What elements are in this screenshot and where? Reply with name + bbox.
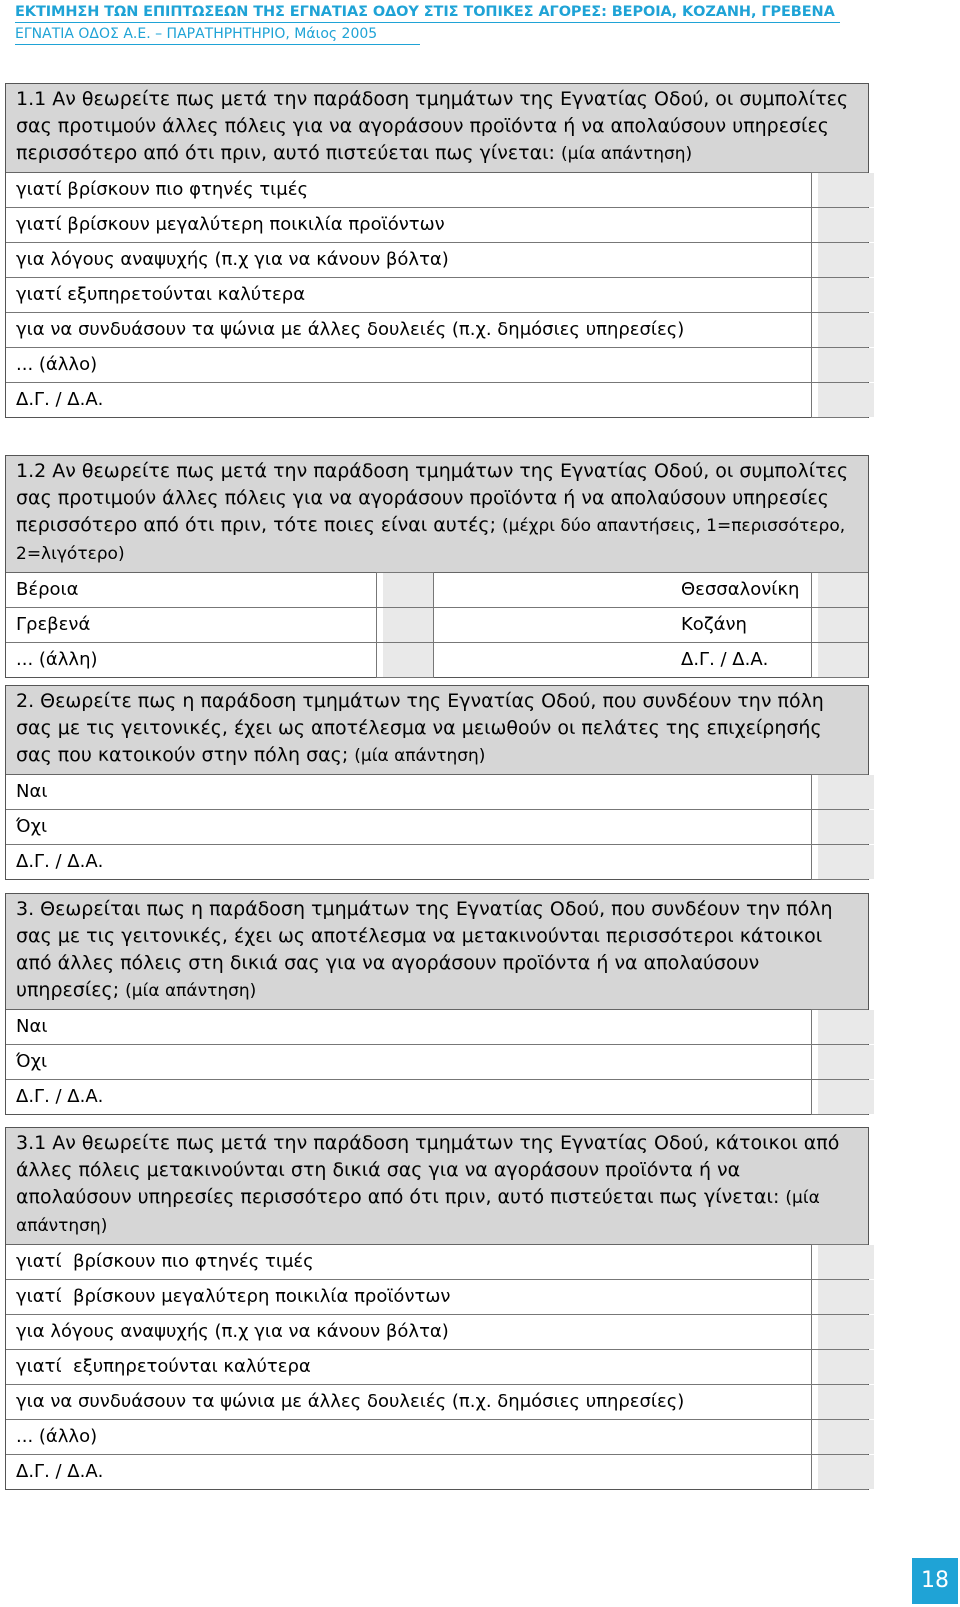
answer-row [6, 573, 868, 608]
answer-row [6, 1385, 868, 1420]
answer-row [6, 348, 868, 383]
answer-label-left: Γρεβενά [16, 614, 91, 635]
answer-row [6, 208, 868, 243]
answer-label: γιατί βρίσκουν πιο φτηνές τιμές [16, 179, 309, 200]
page-number: 18 [912, 1558, 958, 1604]
answer-rank-box[interactable] [811, 572, 868, 608]
question-text: 3.1 Αν θεωρείτε πως μετά την παράδοση τμημάτων της Εγνατίας Οδού, κάτοικοι από άλλες πόλεις μετακινούνται στη δικιά σας για να αγοράσουν προϊόντα ή να απολαύσουν υπηρεσίες περισσότερο από ότι πριν, αυτό πιστεύεται πως γίνεται: [16, 1132, 840, 1208]
answer-row [6, 775, 868, 810]
answer-label: Όχι [16, 816, 48, 837]
answer-label-left: ... (άλλη) [16, 649, 98, 670]
question-2-text [6, 686, 868, 775]
answer-row [6, 383, 868, 417]
question-3-block [5, 893, 869, 1115]
answer-label: για να συνδυάσουν τα ψώνια με άλλες δουλειές (π.χ. δημόσιες υπηρεσίες) [16, 319, 685, 340]
answer-label-left: Βέροια [16, 579, 79, 600]
question-1-2-text [6, 456, 868, 573]
answer-row [6, 845, 868, 879]
answer-label: Δ.Γ. / Δ.Α. [16, 851, 104, 872]
answer-label: γιατί εξυπηρετούνται καλύτερα [16, 284, 306, 305]
question-3-1-block [5, 1127, 869, 1490]
answer-rank-box[interactable] [376, 607, 434, 643]
answer-label: για να συνδυάσουν τα ψώνια με άλλες δουλειές (π.χ. δημόσιες υπηρεσίες) [16, 1391, 685, 1412]
question-1-1-text [6, 84, 868, 173]
answer-row [6, 1420, 868, 1455]
question-3-1-text [6, 1128, 868, 1245]
answer-label-right: Κοζάνη [681, 614, 747, 635]
answer-label: Δ.Γ. / Δ.Α. [16, 1086, 104, 1107]
question-text: 2. Θεωρείτε πως η παράδοση τμημάτων της Εγνατίας Οδού, που συνδέουν την πόλη σας με τις γειτονικές, έχει ως αποτέλεσμα να μειωθούν οι πελάτες της επιχείρησής σας που κατοικούν στην πόλη σας; [16, 690, 824, 766]
answer-row [6, 1315, 868, 1350]
question-1-2-block [5, 455, 869, 678]
answer-label: Όχι [16, 1051, 48, 1072]
answer-row [6, 313, 868, 348]
answer-label: Ναι [16, 781, 48, 802]
answer-label: ... (άλλο) [16, 1426, 98, 1447]
answer-label: γιατί βρίσκουν πιο φτηνές τιμές [16, 1251, 314, 1272]
answer-rank-box[interactable] [811, 607, 868, 643]
answer-row [6, 1455, 868, 1489]
answer-label-right: Δ.Γ. / Δ.Α. [681, 649, 769, 670]
question-1-1-block [5, 83, 869, 418]
answer-label: για λόγους αναψυχής (π.χ για να κάνουν βόλτα) [16, 1321, 449, 1342]
question-text: 3. Θεωρείται πως η παράδοση τμημάτων της Εγνατίας Οδού, που συνδέουν την πόλη σας με τις γειτονικές, έχει ως αποτέλεσμα να μετακινούνται περισσότεροι κάτοικοι από άλλες πόλεις στη δικιά σας για να αγοράσουν προϊόντα ή να απολαύσουν υπηρεσίες; [16, 898, 833, 1001]
question-3-text [6, 894, 868, 1010]
answer-row [6, 810, 868, 845]
answer-rank-box[interactable] [376, 642, 434, 678]
answer-row [6, 1350, 868, 1385]
question-text: 1.1 Αν θεωρείτε πως μετά την παράδοση τμημάτων της Εγνατίας Οδού, οι συμπολίτες σας προτιμούν άλλες πόλεις για να αγοράσουν προϊόντα ή να απολαύσουν υπηρεσίες περισσότερο από ότι πριν, αυτό πιστεύεται πως γίνεται: [16, 88, 849, 164]
answer-row [6, 643, 868, 677]
answer-row [6, 1080, 868, 1114]
question-note: (μία απάντηση) [354, 746, 486, 766]
answer-label: γιατί βρίσκουν μεγαλύτερη ποικιλία προϊόντων [16, 214, 445, 235]
answer-row [6, 608, 868, 643]
answer-row [6, 243, 868, 278]
question-text: 1.2 Αν θεωρείτε πως μετά την παράδοση τμημάτων της Εγνατίας Οδού, οι συμπολίτες σας προτιμούν άλλες πόλεις για να αγοράσουν προϊόντα ή να απολαύσουν υπηρεσίες περισσότερο από ότι πριν, τότε ποιες είναι αυτές; [16, 460, 849, 536]
answer-rank-box[interactable] [811, 642, 868, 678]
question-note: (μία απάντηση) [561, 144, 693, 164]
answer-label-right: Θεσσαλονίκη [681, 579, 800, 600]
answer-label: Δ.Γ. / Δ.Α. [16, 389, 104, 410]
question-2-block [5, 685, 869, 880]
answer-label: γιατί εξυπηρετούνται καλύτερα [16, 1356, 311, 1377]
answer-label: γιατί βρίσκουν μεγαλύτερη ποικιλία προϊόντων [16, 1286, 451, 1307]
document-title: ΕΚΤΙΜΗΣΗ ΤΩΝ ΕΠΙΠΤΩΣΕΩΝ ΤΗΣ ΕΓΝΑΤΙΑΣ ΟΔΟΥ ΣΤΙΣ ΤΟΠΙΚΕΣ ΑΓΟΡΕΣ: ΒΕΡΟΙΑ, ΚΟΖΑΝΗ, ΓΡΕΒΕΝΑ [15, 4, 840, 23]
question-note: (μία απάντηση) [125, 981, 257, 1001]
document-subtitle: ΕΓΝΑΤΙΑ ΟΔΟΣ Α.Ε. – ΠΑΡΑΤΗΡΗΤΗΡΙΟ, Μάιος 2005 [15, 26, 420, 45]
answer-row [6, 173, 868, 208]
answer-row [6, 1010, 868, 1045]
answer-row [6, 1245, 868, 1280]
question-note: (μέχρι δύο απαντήσεις, 1=περισσότερο, 2=λιγότερο) [16, 516, 846, 564]
answer-label: Ναι [16, 1016, 48, 1037]
answer-label: για λόγους αναψυχής (π.χ για να κάνουν βόλτα) [16, 249, 449, 270]
answer-row [6, 278, 868, 313]
answer-rank-box[interactable] [376, 572, 434, 608]
answer-label: Δ.Γ. / Δ.Α. [16, 1461, 104, 1482]
question-note: (μία απάντηση) [16, 1188, 820, 1236]
answer-label: ... (άλλο) [16, 354, 98, 375]
answer-row [6, 1045, 868, 1080]
answer-row [6, 1280, 868, 1315]
